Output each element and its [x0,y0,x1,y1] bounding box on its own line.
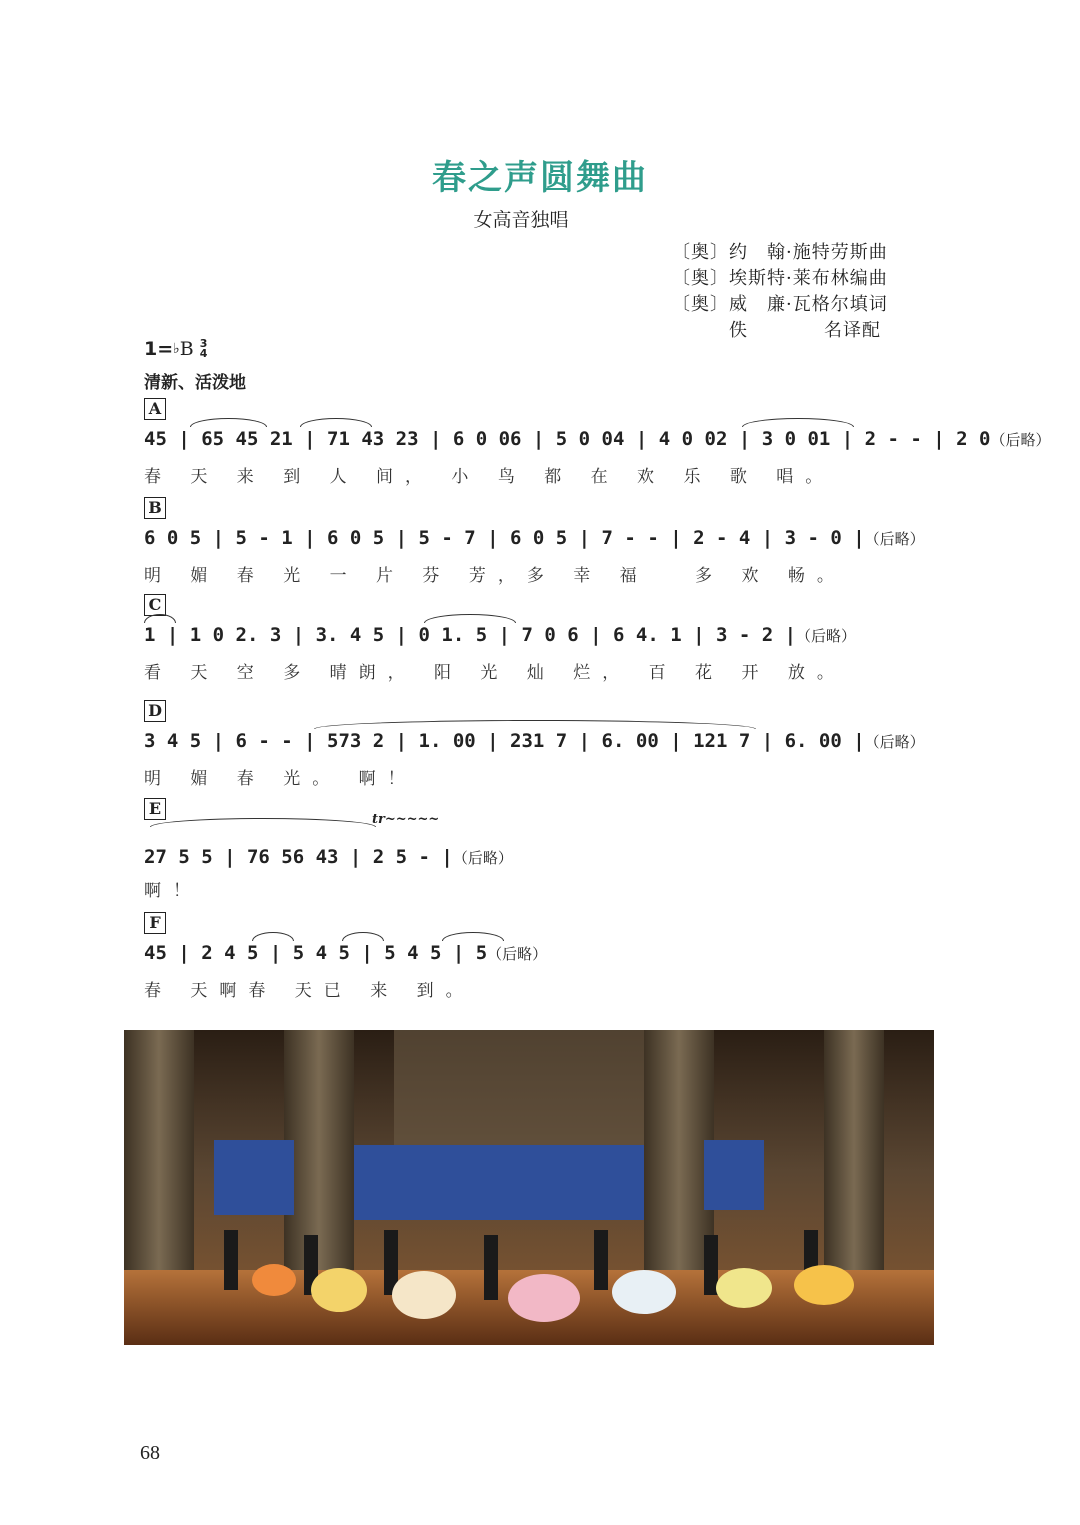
notation-line [144,730,925,752]
section-letter: D [144,700,166,722]
time-top: 3 [199,337,208,350]
notation-line [144,527,925,549]
credit-composer: 〔奥〕约 翰·施特劳斯曲 [672,242,888,263]
section-b [144,497,944,592]
section-e [144,798,944,901]
key-note: B [179,338,194,360]
section-letter: F [144,912,166,934]
credit-translator: 佚 名译配 [672,320,881,341]
notes: 1 | 1 0 2. 3 | 3. 4 5 | 0 1. 5 | 7 0 6 | 6 4. 1 | 3 - 2 | [144,624,797,646]
lyrics-line: 明 媚 春 光 一 片 芬 芳，多 幸 福 多 欢 畅。 [144,566,846,586]
lyrics-line: 春 天啊春 天已 来 到。 [144,981,475,1001]
trill-mark: tr~~~~~ [372,812,440,827]
section-f [144,912,944,1007]
subtitle: 女高音独唱 [473,209,569,231]
section-letter: A [144,398,166,420]
section-letter: E [144,798,166,820]
ending-note: （后略） [990,431,1051,449]
ending-note: （后略） [452,849,513,867]
section-letter: B [144,497,166,519]
lyrics-line: 春 天 来 到 人 间， 小 鸟 都 在 欢 乐 歌 唱。 [144,467,835,487]
credit-arranger: 〔奥〕埃斯特·莱布林编曲 [672,268,888,289]
section-c [144,594,944,689]
section-letter: C [144,594,166,616]
time-signature [200,339,208,359]
section-d [144,700,944,795]
notation-line [144,846,513,868]
lyrics-line: 看 天 空 多 晴朗， 阳 光 灿 烂， 百 花 开 放。 [144,663,846,683]
notes: 45 | 2 4 5 | 5 4 5 | 5 4 5 | 5 [144,942,488,964]
stage-performance-icon [124,1030,934,1345]
notes: 3 4 5 | 6 - - | 573 2 | 1. 00 | 231 7 | 6. 00 | 121 7 | 6. 00 | [144,730,865,752]
lyrics-line: 明 媚 春 光。 啊！ [144,769,417,789]
lyrics-line: 啊！ [144,881,202,901]
notes: 27 5 5 | 76 56 43 | 2 5 - | [144,846,453,868]
credit-lyricist: 〔奥〕威 廉·瓦格尔填词 [672,294,888,315]
time-bottom: 4 [199,347,208,360]
page-title: 春之声圆舞曲 [432,158,648,198]
notation-line [144,428,1051,450]
notes: 45 | 65 45 21 | 71 43 23 | 6 0 06 | 5 0 04 | 4 0 02 | 3 0 01 | 2 - - | 2 0 [144,428,991,450]
section-a [144,398,1051,493]
ending-note: （后略） [864,733,925,751]
stage-performance-photo [124,1030,934,1345]
notation-line [144,942,547,964]
ending-note: （后略） [796,627,857,645]
notes: 6 0 5 | 5 - 1 | 6 0 5 | 5 - 7 | 6 0 5 | 7 - - | 2 - 4 | 3 - 0 | [144,527,865,549]
page-number: 68 [140,1442,160,1464]
ending-note: （后略） [864,530,925,548]
credits [672,240,932,344]
tempo-marking: 清新、活泼地 [144,373,246,393]
ending-note: （后略） [487,945,548,963]
key-signature [144,338,207,360]
notation-line [144,624,856,646]
key-prefix: 1= [144,338,174,360]
key-flat: ♭ [173,341,180,357]
